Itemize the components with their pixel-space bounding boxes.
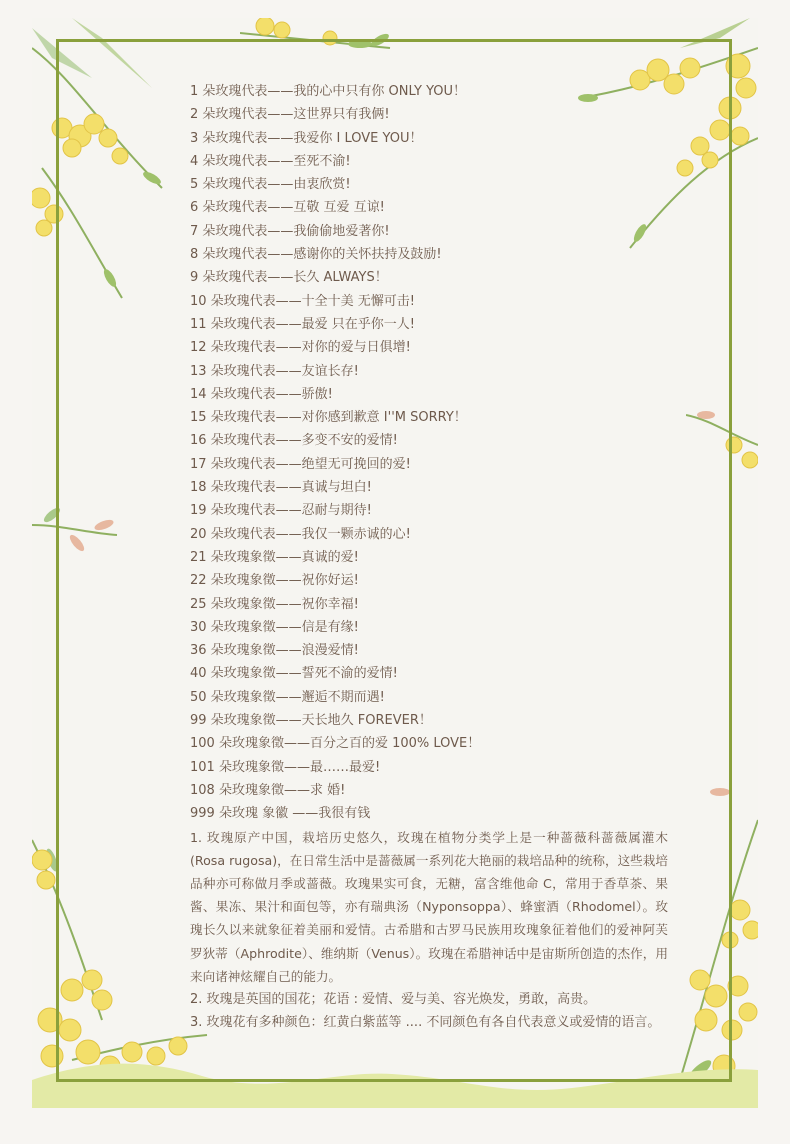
list-item: 99 朵玫瑰象徵——天长地久 FOREVER！ xyxy=(190,713,432,729)
list-item: 999 朵玫瑰 象徽 ——我很有钱 xyxy=(190,806,371,822)
list-item: 7 朵玫瑰代表——我偷偷地爱著你! xyxy=(190,223,390,239)
list-item: 22 朵玫瑰象徵——祝你好运! xyxy=(190,573,359,589)
paragraph-national-flower: 2. 玫瑰是英国的国花；花语 : 爱情、爱与美、容光焕发，勇敢，高贵。 xyxy=(190,991,597,1007)
paragraph-colors: 3. 玫瑰花有多种颜色：红黄白紫蓝等 .... 不同颜色有各自代表意义或爱情的语言。 xyxy=(190,1014,661,1030)
list-item: 10 朵玫瑰代表——十全十美 无懈可击! xyxy=(190,293,416,309)
paragraph-origin: 1. 玫瑰原产中国，栽培历史悠久，玫瑰在植物分类学上是一种蔷薇科蔷薇属灌木(Rosa rugosa)，在日常生活中是蔷薇属一系列花大艳丽的栽培品种的统称，这些栽培品种亦可称做月季或蔷薇。玫瑰果实可食，无糖，富含维他命 C，常用于香草茶、果酱、果冻、果汁和面包等，亦有瑞典汤（Nyponsoppa）、蜂蜜酒（Rhodomel）。玫瑰长久以来就象征着美丽和爱情。古希腊和古罗马民族用玫瑰象征着他们的爱神阿芙罗狄蒂（Aphrodite）、维纳斯（Venus）。玫瑰在希腊神话中是宙斯所创造的杰作，用来向诸神炫耀自己的能力。 xyxy=(190,829,668,984)
list-item: 15 朵玫瑰代表——对你感到歉意 I''M SORRY！ xyxy=(190,410,467,426)
list-item: 1 朵玫瑰代表——我的心中只有你 ONLY YOU！ xyxy=(190,84,467,99)
list-item: 30 朵玫瑰象徵——信是有缘! xyxy=(190,619,359,635)
list-item: 100 朵玫瑰象徵——百分之百的爱 100% LOVE！ xyxy=(190,736,481,752)
rose-meaning-article xyxy=(190,80,668,1034)
list-item: 21 朵玫瑰象徵——真诚的爱! xyxy=(190,549,359,565)
list-item: 9 朵玫瑰代表——长久 ALWAYS！ xyxy=(190,270,388,286)
list-item: 16 朵玫瑰代表——多变不安的爱情! xyxy=(190,433,398,449)
list-item: 25 朵玫瑰象徵——祝你幸福! xyxy=(190,596,359,612)
list-item: 3 朵玫瑰代表——我爱你 I LOVE YOU！ xyxy=(190,130,423,146)
list-item: 19 朵玫瑰代表——忍耐与期待! xyxy=(190,503,372,519)
list-item: 18 朵玫瑰代表——真诚与坦白! xyxy=(190,480,372,496)
list-item: 11 朵玫瑰代表——最爱 只在乎你一人! xyxy=(190,316,416,332)
list-item: 12 朵玫瑰代表——对你的爱与日俱增! xyxy=(190,340,411,356)
list-item: 4 朵玫瑰代表——至死不渝! xyxy=(190,153,351,169)
list-item: 40 朵玫瑰象徵——誓死不渝的爱情! xyxy=(190,666,398,682)
list-item: 13 朵玫瑰代表——友谊长存! xyxy=(190,363,359,379)
list-item: 2 朵玫瑰代表——这世界只有我俩! xyxy=(190,107,390,123)
rose-meaning-list xyxy=(190,80,668,826)
list-item: 8 朵玫瑰代表——感谢你的关怀扶持及鼓励! xyxy=(190,247,442,263)
list-item: 14 朵玫瑰代表——骄傲! xyxy=(190,386,333,402)
list-item: 50 朵玫瑰象徵——邂逅不期而遇! xyxy=(190,689,385,705)
list-item: 20 朵玫瑰代表——我仅一颗赤诚的心! xyxy=(190,526,411,542)
list-item: 108 朵玫瑰象徵——求 婚! xyxy=(190,782,346,798)
list-item: 5 朵玫瑰代表——由衷欣赏! xyxy=(190,177,351,193)
list-item: 17 朵玫瑰代表——绝望无可挽回的爱! xyxy=(190,456,411,472)
list-item: 101 朵玫瑰象徵——最……最爱! xyxy=(190,759,381,775)
list-item: 6 朵玫瑰代表——互敬 互爱 互谅! xyxy=(190,200,385,216)
list-item: 36 朵玫瑰象徵——浪漫爱情! xyxy=(190,643,359,659)
